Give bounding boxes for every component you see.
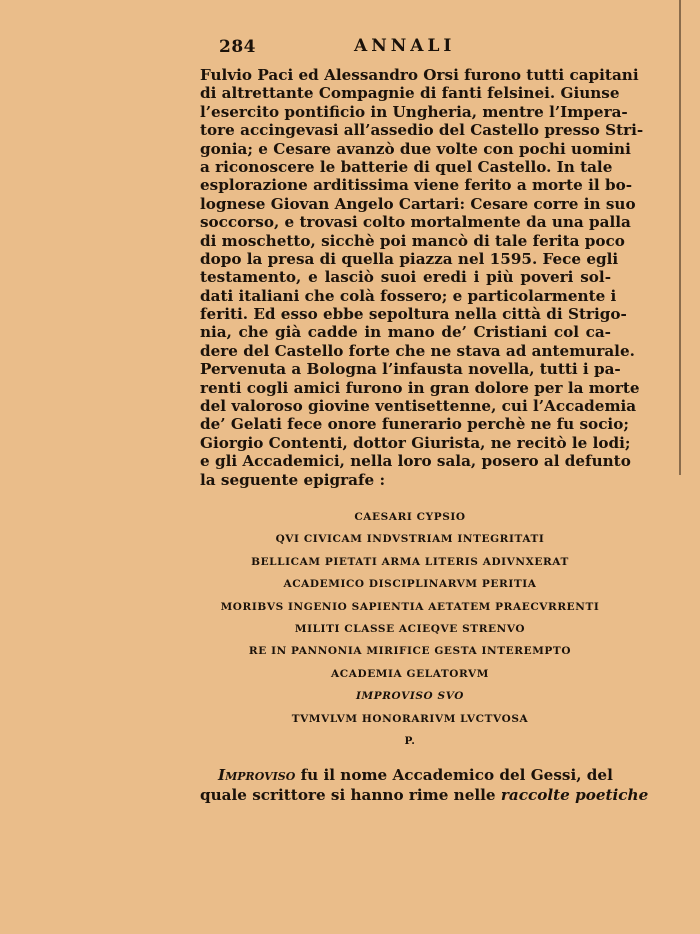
epigraph-line: RE IN PANNONIA MIRIFICE GESTA INTEREMPTO <box>248 645 572 658</box>
footnote-line2-italic: raccolte poetiche <box>500 786 649 804</box>
body-line: di altrettante Compagnie di fanti felsinei. Giunse <box>200 84 620 103</box>
body-line: dopo la presa di quella piazza nel 1595. Fece egli <box>200 249 619 268</box>
epigraph-line: IMPROVISO SVO <box>355 690 465 703</box>
body-line: di moschetto, sicchè poi mancò di tale ferita poco <box>200 231 625 250</box>
footnote-line2-start: quale scrittore si hanno rime nelle <box>200 786 501 804</box>
footnote-line <box>200 765 611 785</box>
body-line: Pervenuta a Bologna l’infausta novella, tutti i pa- <box>200 360 621 379</box>
footnote-lead-word: Improviso <box>218 766 296 784</box>
body-line: feriti. Ed esso ebbe sepoltura nella città di Strigo- <box>200 305 627 324</box>
page-edge-line <box>679 0 681 475</box>
epigraph-line: P. <box>404 734 416 747</box>
footnote <box>200 765 649 805</box>
epigraph-line: MORIBVS INGENIO SAPIENTIA AETATEM PRAECVRRENTI <box>220 600 600 613</box>
epigraph-line: TVMVLVM HONORARIVM LVCTVOSA <box>291 712 529 725</box>
epigraph-line: CAESARI CYPSIO <box>354 511 466 523</box>
epigraph-line: MILITI CLASSE ACIEQVE STRENVO <box>294 622 526 635</box>
body-line: la seguente epigrafe : <box>200 470 386 489</box>
body-line: tore accingevasi all’assedio del Castello presso Stri- <box>200 121 644 140</box>
body-line: dere del Castello forte che ne stava ad antemurale. <box>200 341 635 360</box>
body-line: del valoroso giovine ventisettenne, cui l’Accademia <box>200 397 637 416</box>
running-title: ANNALI <box>354 36 456 56</box>
body-line: e gli Accademici, nella loro sala, posero al defunto <box>200 452 631 471</box>
body-line: Fulvio Paci ed Alessandro Orsi furono tutti capitani <box>200 66 639 84</box>
body-text <box>200 66 644 489</box>
body-line: de’ Gelati fece onore funerario perchè ne fu socio; <box>200 415 629 434</box>
epigraph-line: BELLICAM PIETATI ARMA LITERIS ADIVNXERAT <box>251 555 569 568</box>
body-line: a riconoscere le batterie di quel Castello. In tale <box>200 157 613 176</box>
body-line: renti cogli amici furono in gran dolore per la morte <box>200 378 640 397</box>
epigraph-line: ACADEMIA GELATORVM <box>331 667 489 680</box>
body-line: soccorso, e trovasi colto mortalmente da una palla <box>200 213 631 232</box>
footnote-line <box>200 785 649 805</box>
footnote-line1-rest: fu il nome Accademico del Gessi, del <box>295 766 613 784</box>
body-line: nia, che già cadde in mano de’ Cristiani col ca- <box>200 323 611 342</box>
body-line: Giorgio Contenti, dottor Giurista, ne recitò le lodi; <box>200 433 631 452</box>
body-line: lognese Giovan Angelo Cartari: Cesare corre in suo <box>200 194 636 213</box>
body-line: dati italiani che colà fossero; e particolarmente i <box>200 286 617 305</box>
page-number: 284 <box>219 37 256 57</box>
body-line: esplorazione arditissima viene ferito a morte il bo- <box>200 176 632 195</box>
epigraph <box>200 506 620 752</box>
body-line: testamento, e lasciò suoi eredi i più poveri sol- <box>200 268 611 287</box>
epigraph-line: QVI CIVICAM INDVSTRIAM INTEGRITATI <box>275 533 545 546</box>
epigraph-line: ACADEMICO DISCIPLINARVM PERITIA <box>283 578 537 591</box>
body-line: gonia; e Cesare avanzò due volte con pochi uomini <box>200 139 631 158</box>
body-line: l’esercito pontificio in Ungheria, mentre l’Impera- <box>200 102 628 121</box>
